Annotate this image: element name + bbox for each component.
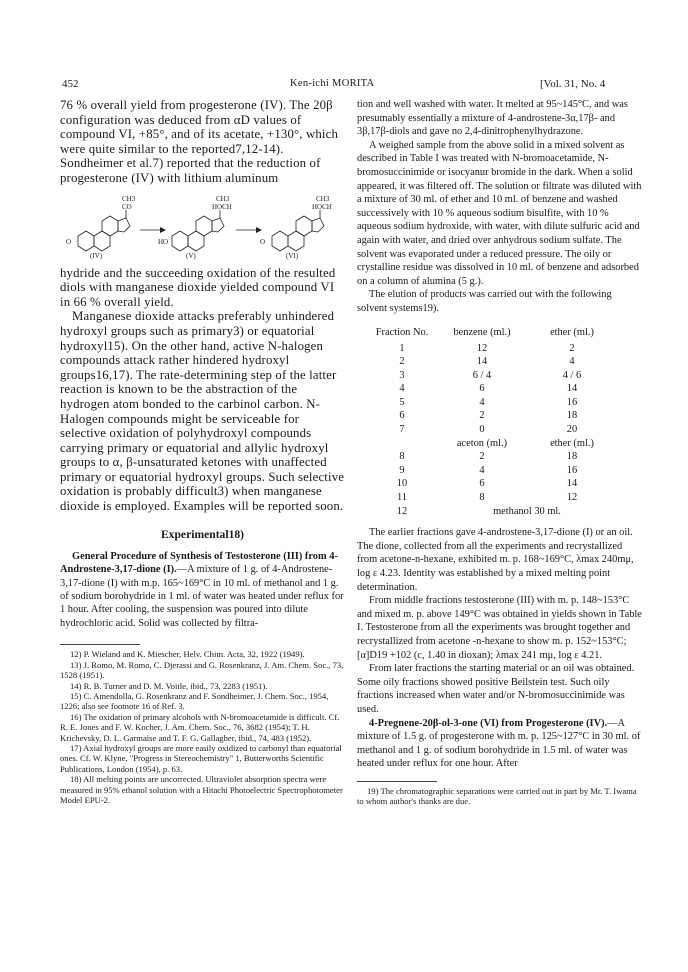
table-cell: 6 [479,478,485,490]
footnote-divider [60,644,140,645]
table-cell: 3 [399,369,405,381]
table-cell: 11 [396,492,407,504]
arrow-2 [256,227,262,233]
table-row [367,409,617,423]
table-cell: 14 [566,383,578,395]
table-cell: 2 [399,356,405,368]
table-row [367,505,617,519]
left-column [60,98,345,805]
table-cell: 7 [399,424,405,436]
compound-vi-oxo: O [260,237,266,246]
table-row [367,491,617,505]
running-header-volume: [Vol. 31, No. 4 [540,78,606,90]
table-row [367,355,617,369]
compound-v-structure [172,210,224,251]
table-cell: 5 [399,396,405,408]
compound-iv-label: (IV) [90,251,103,260]
arrow-1 [160,227,166,233]
table-cell: 18 [566,410,578,422]
table-cell: 14 [566,478,578,490]
compound-v-label: (V) [186,251,196,260]
table-cell: 18 [566,451,578,463]
table-header-benzene: benzene (ml.) [453,326,511,338]
table-row [367,450,617,464]
experimental-heading: Experimental18) [160,527,245,541]
table-row [367,477,617,491]
table-row [367,382,617,396]
footnote-19: 19) The chromatographic separations were carried out in part by Mr. T. Iwama to whom author's thanks are due. [357,785,637,807]
table-header-row [367,326,617,342]
right-paragraph-4: The earlier fractions gave 4-androstene-3,17-dione (I) or an oil. The dione, collected from all the experiments and recrystallized from acetone-n-hexane, exhibited m. p. 168~169°C, λmax 240mμ, log ε 4.23. Identity was established by a mixed melting point determination. [357,527,634,593]
footnote-14: 14) R. B. Turner and D. M. Voitle, ibid., 73, 2283 (1951). [70,680,268,691]
footnote-18: 18) All melting points are uncorrected. Ultraviolet absorption spectra were measured in 95% ethanol solution with a Hitachi Photoelectric Spectrophotometer Model EPU-2. [60,774,343,805]
compound-iv-structure [78,210,130,251]
table-row [367,423,617,437]
pregnene-body: —A mixture of 1.5 g. of progesterone with m. p. 125~127°C in 30 ml. of methanol and 1 g. of sodium borohydride in 1.5 ml. of water was heated under reflux for one hour. After [357,717,641,770]
table-cell: 4 [479,396,485,408]
right-paragraph-6: From later fractions the starting material or an oil was obtained. Some oily fractions showed positive Beilstein test. Such oily fractions increased when water and/or N-bromosuccinimide was used. [357,663,635,715]
table-cell: 6 / 4 [472,369,492,381]
reaction-scheme [60,192,345,260]
table-header-fraction: Fraction No. [375,326,429,338]
table-cell: 2 [569,342,575,354]
table-cell: 14 [476,356,488,368]
left-paragraph-3: Manganese dioxide attacks preferably unhindered hydroxyl groups such as primary3) or equatorial hydroxyl15). On the other hand, active N-halogen compounds attack rather hindered hydroxyl groups16,17). The rate-determining step of the latter reaction is known to be the abstraction of the hydrogen atom bonded to the carbinol carbon. N-Halogen compounds might be serviceable for selective oxidation of polyhydroxyl compounds carrying primary or equatorial and allylic hydroxyl groups to α, β-unsaturated ketones with unaffected primary or equatorial hydroxyl groups. Such selective oxidation is probably difficult3) when manganese dioxide is employed. Examples will be reported soon. [60,309,345,514]
table-subheader-aceton: aceton (ml.) [456,437,508,449]
footnote-divider-right [357,781,437,782]
compound-vi-carbinol: HOCH [312,202,332,211]
pregnene-subheading: 4-Pregnene-20β-ol-3-one (VI) from Progesterone (IV). [369,717,608,729]
solvent-system-table [367,326,617,519]
table-row [367,396,617,410]
compound-iv-oxo: O [66,237,72,246]
right-paragraph-1: tion and well washed with water. It melted at 95~145°C, and was presumably essentially a mixture of 4-androstene-3α,17β- and 3β,17β-diols and gave no 2,4-dinitrophenylhydrazone. [357,99,628,138]
running-header-author: Ken-ichi MORITA [290,78,375,89]
compound-v-hydroxyl: HO [158,237,169,246]
compound-iv-substituent: CH3 [122,194,136,203]
table-cell: 16 [566,464,578,476]
compound-iv-carbonyl: CO [122,202,132,211]
right-column [357,98,644,807]
compound-vi-substituent: CH3 [316,194,330,203]
table-row [367,464,617,478]
table-row [367,369,617,383]
table-cell-methanol: methanol 30 ml. [493,505,561,517]
compound-v-carbinol: HOCH [212,202,232,211]
footnotes-left [60,649,345,805]
table-cell: 12 [476,342,488,354]
table-cell: 2 [479,451,485,463]
table-cell: 6 [399,410,405,422]
table-row [367,342,617,356]
left-paragraph-2: hydride and the succeeding oxidation of the resulted diols with manganese dioxide yielded compound VI in 66 % overall yield. [60,265,336,309]
experimental-body: —A mixture of 1 g. of 4-Androstene-3,17-dione (I) with m.p. 165~169°C in 10 ml. of methanol and 1 g. of sodium borohydride in 1 ml. of water was heated under reflux for 1 hour. After cooling, the suspension was poured into dilute hydrochloric acid. Solid was collected by filtra- [60,564,344,629]
right-paragraph-2: A weighed sample from the above solid in a mixed solvent as described in Table I was treated with N-bromoacetamide, N-bromosuccinimide or isocyanur bromide in the dark. When a solid appeared, it was filtered off. The solution or filtrate was diluted with a mixture of 30 ml. of ether and 10 ml. of benzene and washed successively with 10 % aqueous sodium bisulfite, with 10 % aqueous sodium hydroxide, with water, with dilute sulfuric acid and again with water, and dried over anhydrous sodium sulfate. The solvent was evaporated under a reduced pressure. The oily or crystalline residue was dissolved in 10 ml. of benzene and adsorbed on a column of alumina (5 g.). [357,139,642,287]
table-cell: 10 [396,478,408,490]
table-cell: 4 [479,464,485,476]
table-cell: 6 [479,383,485,395]
right-paragraph-5: From middle fractions testosterone (III) with m. p. 148~153°C and mixed m. p. above 149°C was obtained in yields shown in Table I. Testosterone from all the experiments was brought together and recrystallized from acetone -n-hexane to show m. p. 152~153°C; [α]D19 +102 (c, 1.40 in dioxan); λmax 241 mμ, log ε 4.21. [357,595,642,661]
table-cell: 4 [399,383,405,395]
table-cell: 8 [479,492,485,504]
table-cell: 8 [399,451,405,463]
table-cell: 12 [566,492,578,504]
table-cell: 1 [399,342,405,354]
right-paragraph-3: The elution of products was carried out with the following solvent systems19). [357,289,612,314]
table-cell: 0 [479,424,485,436]
table-header-ether: ether (ml.) [550,326,594,338]
left-paragraph-1: 76 % overall yield from progesterone (IV). The 20β configuration was deduced from αD values of compound VI, +85°, and of its acetate, +130°, which were quite similar to the reported7,12-14). Sondheimer et al.7) reported that the reduction of progesterone (IV) with lithium aluminum [60,98,339,185]
experimental-paragraph [60,550,345,630]
page-number: 452 [62,78,79,90]
table-cell: 9 [399,464,405,476]
footnote-15: 15) C. Amendolla, G. Rosenkranz and F. Sondheimer, J. Chem. Soc., 1954, 1226; also see footnote 16 of Ref. 3. [60,690,329,712]
table-cell: 2 [479,410,485,422]
table-cell: 4 [569,356,575,368]
footnote-12: 12) P. Wieland and K. Miescher, Helv. Chim. Acta, 32, 1922 (1949). [70,649,305,660]
table-cell: 16 [566,396,578,408]
footnote-13: 13) J. Romo, M. Romo, C. Djerassi and G. Rosenkranz, J. Am. Chem. Soc., 73, 1528 (1951). [60,659,344,681]
compound-v-substituent: CH3 [216,194,230,203]
compound-vi-structure [272,210,324,251]
table-cell [367,437,437,451]
right-paragraph-7 [357,717,644,771]
table-subheader-row [367,437,617,451]
compound-vi-label: (VI) [286,251,299,260]
table-cell: 12 [396,505,408,517]
footnote-16: 16) The oxidation of primary alcohols with N-bromoacetamide is difficult. Cf. R. E. Jones and F. W. Kocher, J. Am. Chem. Soc., 76, 3682 (1954); T. H. Krichevsky, D. L. Garmaise and T. F. G. Gallagher, ibid., 74, 483 (1952). [60,711,340,743]
table-cell: 20 [566,424,578,436]
table-cell: 4 / 6 [562,369,582,381]
experimental-subheading: General Procedure of Synthesis of Testosterone (III) from 4-Androstene-3,17-dione (I). [60,550,338,576]
table-subheader-ether: ether (ml.) [550,437,594,449]
footnote-17: 17) Axial hydroxyl groups are more easily oxidized to carbonyl than equatorial ones. Cf. W. Klyne, "Progress in Stereochemistry" 1, Butterworths Scientific Publications, London (1954), p. 63. [60,742,342,774]
